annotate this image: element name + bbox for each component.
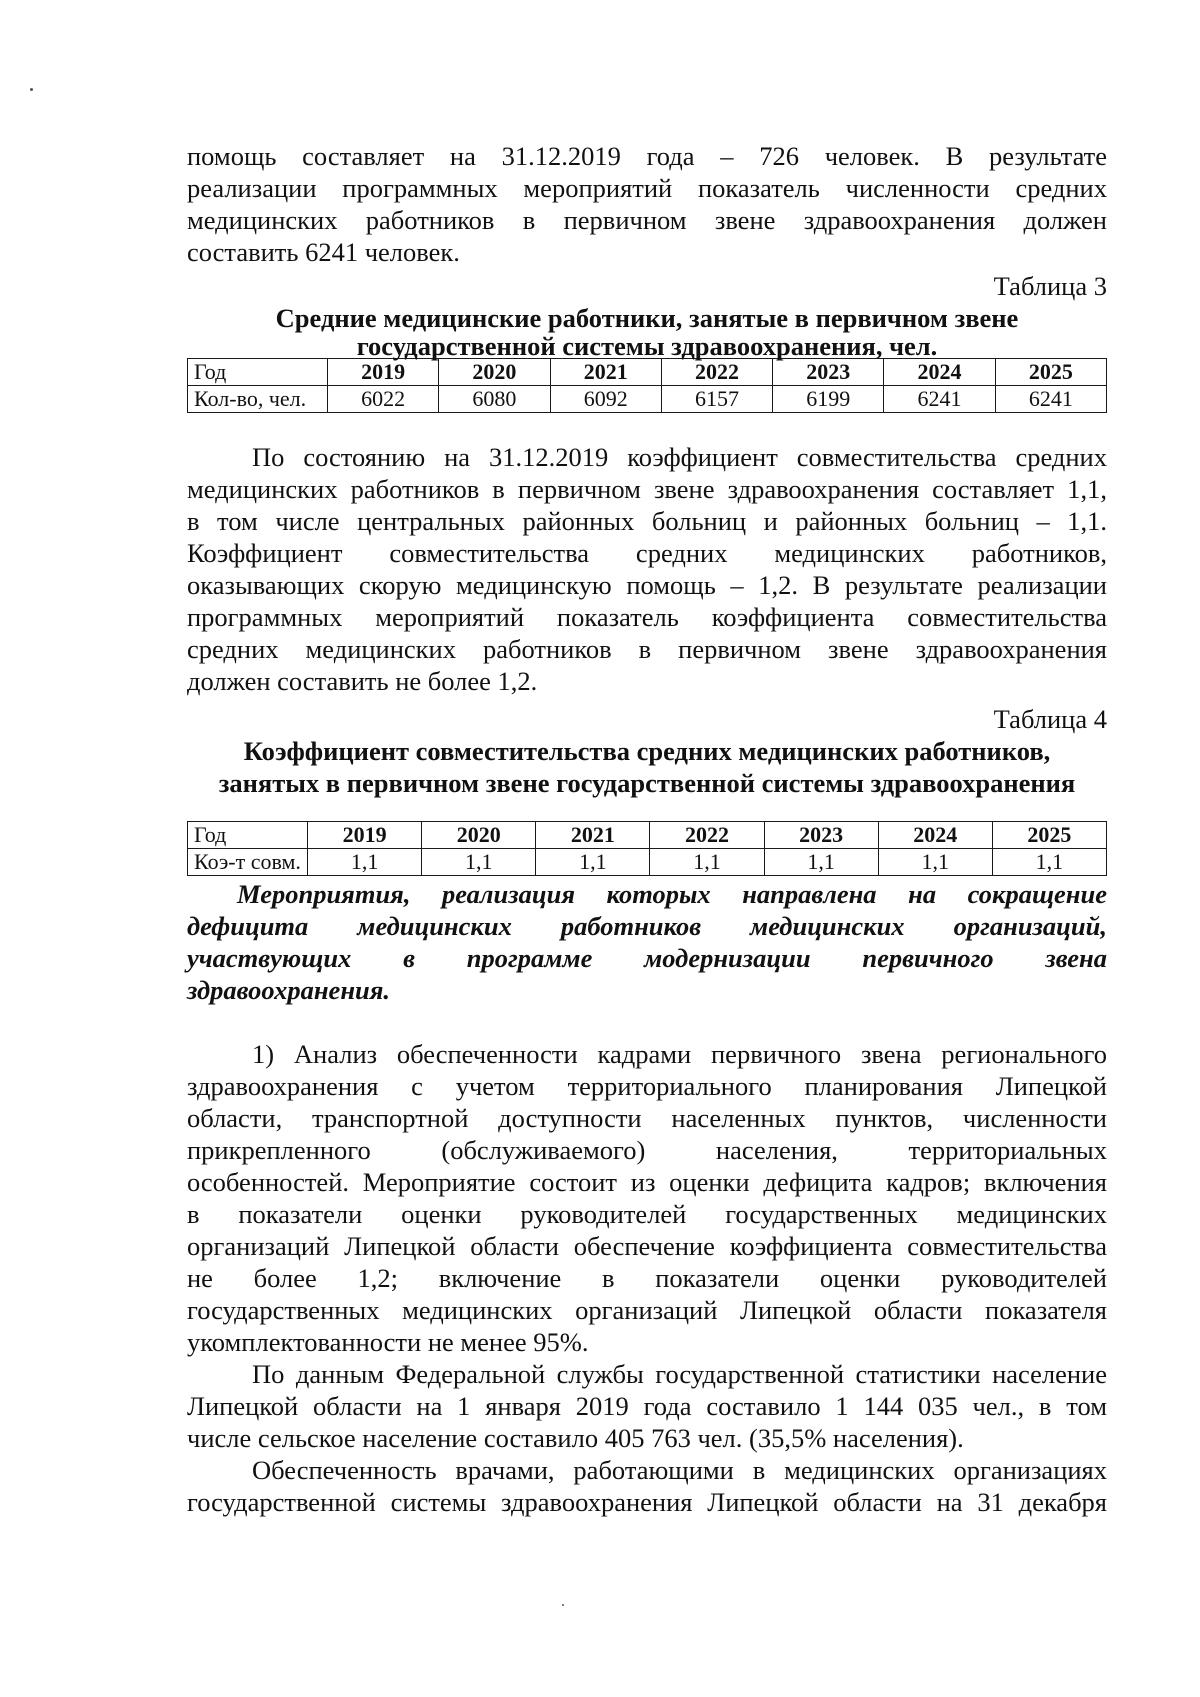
- text-line: организаций Липецкой области обеспечение коэффициента совместительства: [187, 1231, 1107, 1261]
- paragraph-5: [187, 1454, 1107, 1518]
- text-line: здравоохранения.: [187, 975, 391, 1005]
- text-line: программных мероприятий показатель коэффициента совместительства: [187, 602, 1107, 632]
- text-line: Липецкой области на 1 января 2019 года составило 1 144 035 чел., в том: [187, 1391, 1107, 1421]
- text-line: средних медицинских работников в первичном звене здравоохранения: [187, 634, 1107, 664]
- text-line: участвующих в программе модернизации первичного звена: [187, 943, 1107, 973]
- table-cell: 2020: [439, 359, 550, 386]
- paragraph-1: [187, 140, 1107, 268]
- table-4: [187, 821, 1107, 876]
- table-cell: 2023: [773, 359, 884, 386]
- text-line: прикрепленного (обслуживаемого) населения, территориальных: [187, 1135, 1107, 1165]
- table-cell: 2021: [536, 822, 650, 849]
- table-cell: Год: [188, 822, 308, 849]
- text-line: Коэффициент совместительства средних медицинских работников,: [187, 538, 1107, 568]
- text-line: Мероприятия, реализация которых направлена на сокращение: [237, 879, 1107, 909]
- text-line: медицинских работников в первичном звене здравоохранения должен: [187, 205, 1107, 235]
- table-cell: 6241: [995, 386, 1106, 413]
- table-cell: 1,1: [536, 849, 650, 876]
- table-cell: 2023: [764, 822, 878, 849]
- text-line: должен составить не более 1,2.: [187, 666, 538, 696]
- table-cell: 6199: [773, 386, 884, 413]
- table-3-title-line2: государственной системы здравоохранения, чел.: [356, 331, 938, 361]
- table-4-title-line2: занятых в первичном звене государственной системы здравоохранения: [218, 768, 1076, 798]
- table-cell: 1,1: [764, 849, 878, 876]
- table-row: [188, 849, 1107, 876]
- table-cell: 2021: [550, 359, 661, 386]
- paragraph-4: [187, 1358, 1107, 1454]
- table-cell: 2025: [995, 359, 1106, 386]
- table-cell: 2022: [650, 822, 764, 849]
- table-cell: 1,1: [422, 849, 536, 876]
- table-cell: 2019: [308, 822, 422, 849]
- text-line: государственной системы здравоохранения Липецкой области на 31 декабря: [187, 1487, 1107, 1517]
- table-row: [188, 386, 1107, 413]
- table-cell: 6080: [439, 386, 550, 413]
- table-cell: 6157: [661, 386, 772, 413]
- text-line: По данным Федеральной службы государственной статистики население: [252, 1359, 1107, 1389]
- table-4-title-line1: Коэффициент совместительства средних медицинских работников,: [243, 736, 1051, 766]
- text-line: реализации программных мероприятий показатель численности средних: [187, 173, 1107, 203]
- table-4-caption: Таблица 4: [993, 704, 1107, 734]
- table-cell: 1,1: [650, 849, 764, 876]
- text-line: 1) Анализ обеспеченности кадрами первичного звена регионального: [252, 1039, 1107, 1069]
- text-line: дефицита медицинских работников медицинских организаций,: [187, 911, 1107, 941]
- table-cell: 1,1: [878, 849, 992, 876]
- text-line: в показатели оценки руководителей государственных медицинских: [187, 1199, 1107, 1229]
- text-line: оказывающих скорую медицинскую помощь – 1,2. В результате реализации: [187, 570, 1107, 600]
- table-row-label: Кол-во, чел.: [188, 386, 328, 413]
- table-4-header-row: [188, 822, 1107, 849]
- text-line: числе сельское население составило 405 763 чел. (35,5% населения).: [187, 1423, 964, 1453]
- text-line: помощь составляет на 31.12.2019 года – 726 человек. В результате: [187, 141, 1107, 171]
- table-cell: 2019: [328, 359, 439, 386]
- scan-speck: [562, 1604, 564, 1606]
- text-line: в том числе центральных районных больниц и районных больниц – 1,1.: [187, 506, 1107, 536]
- table-cell: 1,1: [992, 849, 1106, 876]
- text-line: Обеспеченность врачами, работающими в медицинских организациях: [252, 1455, 1107, 1485]
- table-3-caption: Таблица 3: [993, 271, 1107, 301]
- text-line: медицинских работников в первичном звене здравоохранения составляет 1,1,: [187, 474, 1107, 504]
- text-line: По состоянию на 31.12.2019 коэффициент совместительства средних: [252, 442, 1107, 472]
- table-3-title-line1: Средние медицинские работники, занятые в первичном звене: [275, 303, 1019, 333]
- table-cell: 1,1: [308, 849, 422, 876]
- table-row-label: Коэ-т совм.: [188, 849, 308, 876]
- table-cell: 6241: [884, 386, 995, 413]
- table-cell: Год: [188, 359, 328, 386]
- table-cell: 6092: [550, 386, 661, 413]
- section-heading: [187, 878, 1107, 1006]
- text-line: составить 6241 человек.: [187, 237, 460, 267]
- text-line: здравоохранения с учетом территориального планирования Липецкой: [187, 1071, 1107, 1101]
- table-3-header-row: [188, 359, 1107, 386]
- table-cell: 2024: [878, 822, 992, 849]
- text-line: не более 1,2; включение в показатели оценки руководителей: [187, 1263, 1107, 1293]
- text-line: области, транспортной доступности населенных пунктов, численности: [187, 1103, 1107, 1133]
- page-content: [187, 140, 1107, 1518]
- text-line: государственных медицинских организаций Липецкой области показателя: [187, 1295, 1107, 1325]
- text-line: особенностей. Мероприятие состоит из оценки дефицита кадров; включения: [187, 1167, 1107, 1197]
- paragraph-2: [187, 441, 1107, 697]
- table-cell: 2020: [422, 822, 536, 849]
- paragraph-3: [187, 1038, 1107, 1358]
- text-line: укомплектованности не менее 95%.: [187, 1327, 589, 1357]
- table-3: [187, 358, 1107, 413]
- table-cell: 2024: [884, 359, 995, 386]
- table-cell: 2025: [992, 822, 1106, 849]
- scan-speck: [30, 88, 33, 91]
- table-cell: 6022: [328, 386, 439, 413]
- table-cell: 2022: [661, 359, 772, 386]
